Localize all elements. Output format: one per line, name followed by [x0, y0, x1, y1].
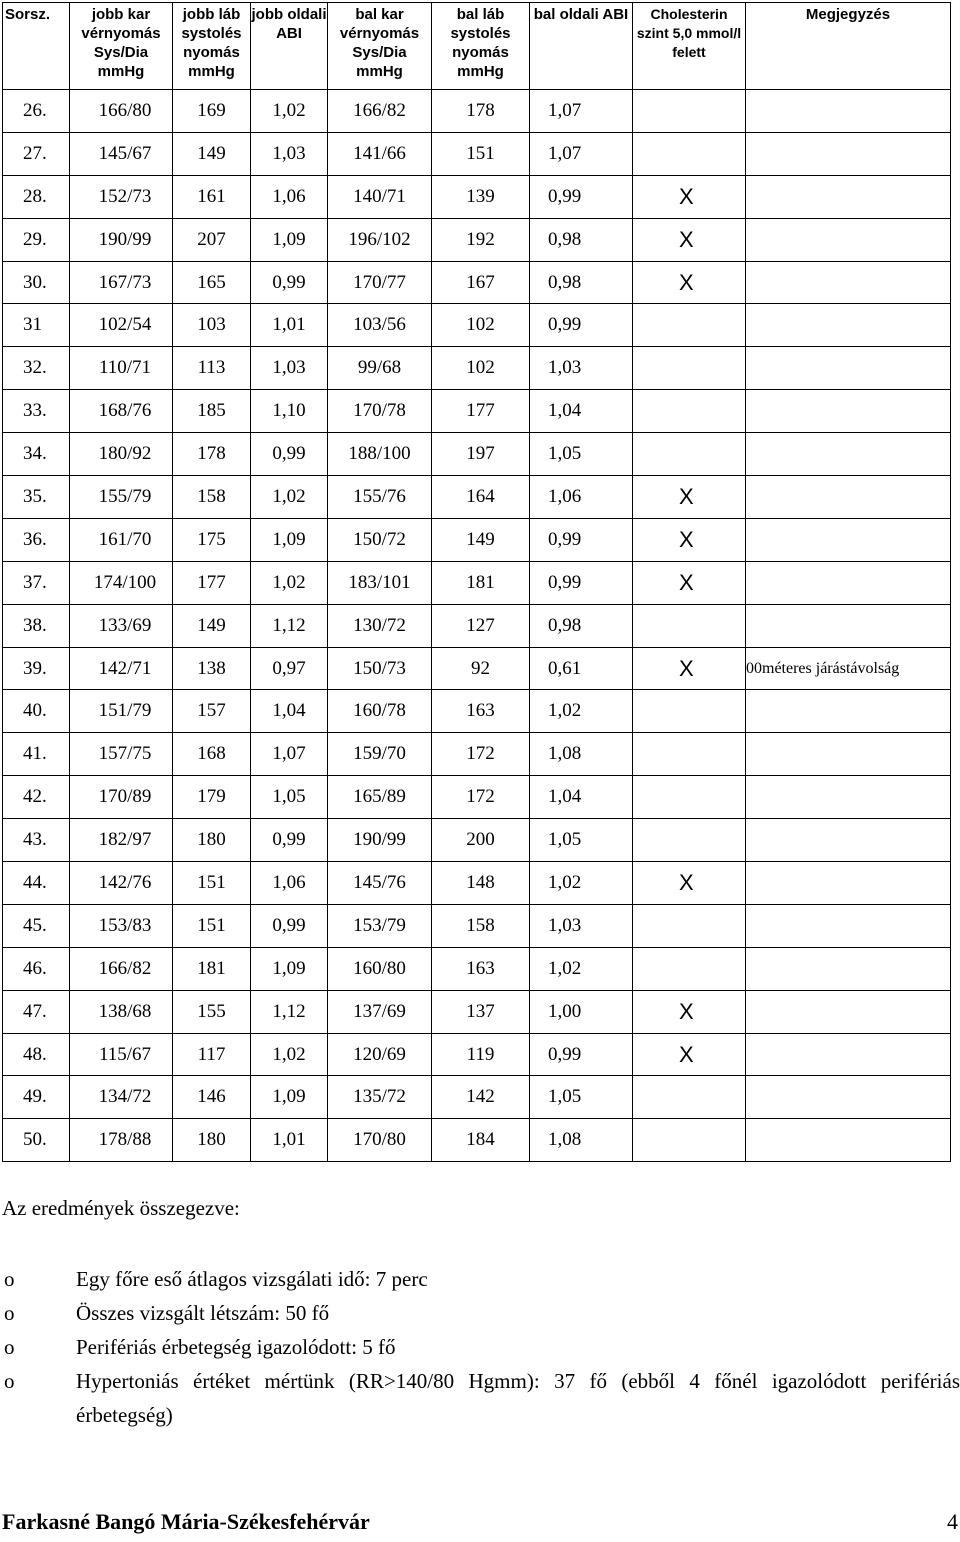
cell-notes: [746, 819, 951, 862]
cell-cholesterol-flag: X: [633, 561, 746, 604]
bullet-marker: o: [4, 1369, 15, 1393]
cell-right-abi: 1,03: [251, 347, 328, 390]
cell-right-arm-bp: 134/72: [70, 1076, 173, 1119]
cell-right-arm-bp: 145/67: [70, 132, 173, 175]
cell-left-leg-pressure: 151: [432, 132, 530, 175]
cell-left-arm-bp: 170/78: [328, 390, 432, 433]
cell-left-arm-bp: 135/72: [328, 1076, 432, 1119]
table-body: [3, 90, 951, 1162]
cell-notes: [746, 733, 951, 776]
cell-cholesterol-flag: [633, 347, 746, 390]
cell-right-abi: 1,02: [251, 90, 328, 133]
cell-right-leg-pressure: 157: [173, 690, 251, 733]
cell-left-arm-bp: 159/70: [328, 733, 432, 776]
table-row: [3, 690, 951, 733]
cell-right-abi: 0,99: [251, 904, 328, 947]
table-row: [3, 733, 951, 776]
cell-cholesterol-flag: [633, 433, 746, 476]
cell-right-leg-pressure: 175: [173, 518, 251, 561]
header-cholesterol: Cholesterin szint 5,0 mmol/l felett: [633, 3, 746, 90]
cell-right-arm-bp: 102/54: [70, 304, 173, 347]
cell-right-leg-pressure: 180: [173, 1119, 251, 1162]
table-row: [3, 647, 951, 690]
footer-author: Farkasné Bangó Mária-Székesfehérvár: [2, 1509, 370, 1534]
cell-left-arm-bp: 140/71: [328, 175, 432, 218]
cell-cholesterol-flag: [633, 390, 746, 433]
page-number: 4: [947, 1509, 958, 1534]
cell-left-abi: 0,98: [530, 218, 633, 261]
cell-right-leg-pressure: 138: [173, 647, 251, 690]
cell-right-leg-pressure: 149: [173, 604, 251, 647]
cell-left-leg-pressure: 149: [432, 518, 530, 561]
table-row: [3, 1119, 951, 1162]
cell-notes: [746, 862, 951, 905]
header-right-abi: jobb oldali ABI: [251, 3, 328, 90]
cell-notes: [746, 1033, 951, 1076]
cell-left-leg-pressure: 142: [432, 1076, 530, 1119]
cell-left-arm-bp: 170/80: [328, 1119, 432, 1162]
cell-cholesterol-flag: X: [633, 476, 746, 519]
cell-right-abi: 1,07: [251, 733, 328, 776]
cell-right-abi: 1,01: [251, 304, 328, 347]
cell-left-arm-bp: 170/77: [328, 261, 432, 304]
cell-left-leg-pressure: 200: [432, 819, 530, 862]
cell-right-abi: 1,04: [251, 690, 328, 733]
cell-left-leg-pressure: 178: [432, 90, 530, 133]
cell-left-arm-bp: 141/66: [328, 132, 432, 175]
table-row: [3, 175, 951, 218]
cell-sorsz: 44.: [3, 862, 70, 905]
summary-item: [0, 1262, 960, 1296]
cell-left-arm-bp: 103/56: [328, 304, 432, 347]
cell-left-abi: 0,61: [530, 647, 633, 690]
cell-right-leg-pressure: 117: [173, 1033, 251, 1076]
cell-sorsz: 32.: [3, 347, 70, 390]
cell-left-abi: 1,04: [530, 390, 633, 433]
cell-left-arm-bp: 165/89: [328, 776, 432, 819]
cell-right-arm-bp: 155/79: [70, 476, 173, 519]
cell-left-arm-bp: 160/78: [328, 690, 432, 733]
cell-left-leg-pressure: 167: [432, 261, 530, 304]
cell-sorsz: 49.: [3, 1076, 70, 1119]
cell-left-abi: 1,04: [530, 776, 633, 819]
cell-right-leg-pressure: 178: [173, 433, 251, 476]
cell-left-leg-pressure: 148: [432, 862, 530, 905]
cell-notes: [746, 433, 951, 476]
cell-right-arm-bp: 153/83: [70, 904, 173, 947]
cell-sorsz: 45.: [3, 904, 70, 947]
cell-right-arm-bp: 166/80: [70, 90, 173, 133]
bullet-marker: o: [4, 1267, 15, 1291]
cell-right-arm-bp: 168/76: [70, 390, 173, 433]
table-row: [3, 132, 951, 175]
cell-right-leg-pressure: 151: [173, 862, 251, 905]
cell-cholesterol-flag: [633, 604, 746, 647]
summary-item: [0, 1330, 960, 1364]
table-row: [3, 561, 951, 604]
cell-right-leg-pressure: 161: [173, 175, 251, 218]
cell-sorsz: 26.: [3, 90, 70, 133]
cell-right-arm-bp: 142/76: [70, 862, 173, 905]
cell-cholesterol-flag: [633, 304, 746, 347]
header-right-arm-bp: jobb kar vérnyomás Sys/Dia mmHg: [70, 3, 173, 90]
cell-cholesterol-flag: X: [633, 518, 746, 561]
cell-right-arm-bp: 157/75: [70, 733, 173, 776]
cell-left-abi: 1,05: [530, 433, 633, 476]
cell-sorsz: 36.: [3, 518, 70, 561]
cell-left-leg-pressure: 139: [432, 175, 530, 218]
cell-left-leg-pressure: 192: [432, 218, 530, 261]
cell-left-abi: 1,07: [530, 90, 633, 133]
cell-left-abi: 1,03: [530, 904, 633, 947]
cell-sorsz: 40.: [3, 690, 70, 733]
cell-notes: [746, 518, 951, 561]
table-row: [3, 433, 951, 476]
cell-right-arm-bp: 190/99: [70, 218, 173, 261]
cell-right-abi: 1,06: [251, 175, 328, 218]
cell-left-leg-pressure: 127: [432, 604, 530, 647]
cell-notes: [746, 476, 951, 519]
cell-right-abi: 1,02: [251, 476, 328, 519]
cell-right-leg-pressure: 165: [173, 261, 251, 304]
cell-sorsz: 41.: [3, 733, 70, 776]
cell-cholesterol-flag: [633, 1119, 746, 1162]
cell-left-abi: 1,08: [530, 733, 633, 776]
table-row: [3, 218, 951, 261]
cell-cholesterol-flag: [633, 132, 746, 175]
cell-cholesterol-flag: X: [633, 261, 746, 304]
summary-item: [0, 1296, 960, 1330]
header-notes: Megjegyzés: [746, 3, 951, 90]
cell-left-abi: 1,00: [530, 990, 633, 1033]
cell-right-abi: 0,99: [251, 261, 328, 304]
cell-right-abi: 1,02: [251, 561, 328, 604]
bullet-marker: o: [4, 1335, 15, 1359]
cell-right-arm-bp: 170/89: [70, 776, 173, 819]
cell-notes: [746, 347, 951, 390]
summary-title: Az eredmények összegezve:: [2, 1196, 240, 1220]
cell-cholesterol-flag: [633, 690, 746, 733]
cell-right-leg-pressure: 207: [173, 218, 251, 261]
cell-left-leg-pressure: 119: [432, 1033, 530, 1076]
cell-right-arm-bp: 133/69: [70, 604, 173, 647]
cell-left-arm-bp: 166/82: [328, 90, 432, 133]
cell-right-arm-bp: 152/73: [70, 175, 173, 218]
cell-left-arm-bp: 145/76: [328, 862, 432, 905]
cell-sorsz: 42.: [3, 776, 70, 819]
cell-right-leg-pressure: 179: [173, 776, 251, 819]
cell-left-leg-pressure: 164: [432, 476, 530, 519]
cell-right-leg-pressure: 177: [173, 561, 251, 604]
cell-left-abi: 0,99: [530, 304, 633, 347]
cell-right-abi: 1,09: [251, 1076, 328, 1119]
cell-right-arm-bp: 178/88: [70, 1119, 173, 1162]
cell-right-leg-pressure: 158: [173, 476, 251, 519]
cell-right-abi: 1,06: [251, 862, 328, 905]
cell-sorsz: 34.: [3, 433, 70, 476]
cell-notes: [746, 604, 951, 647]
cell-notes: [746, 1119, 951, 1162]
cell-sorsz: 31: [3, 304, 70, 347]
table-row: [3, 1033, 951, 1076]
cell-left-leg-pressure: 137: [432, 990, 530, 1033]
cell-cholesterol-flag: X: [633, 990, 746, 1033]
cell-right-abi: 1,12: [251, 990, 328, 1033]
cell-left-abi: 0,99: [530, 518, 633, 561]
summary-item: [0, 1364, 960, 1432]
cell-right-leg-pressure: 103: [173, 304, 251, 347]
cell-left-leg-pressure: 102: [432, 347, 530, 390]
cell-sorsz: 47.: [3, 990, 70, 1033]
cell-right-arm-bp: 167/73: [70, 261, 173, 304]
cell-right-leg-pressure: 146: [173, 1076, 251, 1119]
cell-left-arm-bp: 99/68: [328, 347, 432, 390]
cell-cholesterol-flag: X: [633, 175, 746, 218]
cell-right-arm-bp: 161/70: [70, 518, 173, 561]
cell-sorsz: 43.: [3, 819, 70, 862]
cell-left-abi: 1,02: [530, 862, 633, 905]
cell-right-arm-bp: 182/97: [70, 819, 173, 862]
cell-right-arm-bp: 180/92: [70, 433, 173, 476]
cell-sorsz: 30.: [3, 261, 70, 304]
cell-left-leg-pressure: 92: [432, 647, 530, 690]
cell-sorsz: 27.: [3, 132, 70, 175]
table-row: [3, 862, 951, 905]
cell-notes: [746, 390, 951, 433]
cell-left-abi: 1,05: [530, 819, 633, 862]
cell-notes: [746, 261, 951, 304]
cell-right-arm-bp: 174/100: [70, 561, 173, 604]
cell-cholesterol-flag: X: [633, 862, 746, 905]
table-row: [3, 304, 951, 347]
cell-notes: [746, 904, 951, 947]
table-row: [3, 604, 951, 647]
cell-notes: [746, 304, 951, 347]
cell-sorsz: 38.: [3, 604, 70, 647]
summary-list: [0, 1262, 960, 1432]
table-row: [3, 904, 951, 947]
cell-right-leg-pressure: 155: [173, 990, 251, 1033]
summary-item-text: Egy főre eső átlagos vizsgálati idő: 7 perc: [76, 1267, 428, 1291]
cell-right-abi: 1,03: [251, 132, 328, 175]
cell-right-arm-bp: 115/67: [70, 1033, 173, 1076]
cell-left-arm-bp: 153/79: [328, 904, 432, 947]
cell-cholesterol-flag: X: [633, 218, 746, 261]
cell-right-abi: 1,12: [251, 604, 328, 647]
cell-right-leg-pressure: 151: [173, 904, 251, 947]
cell-right-leg-pressure: 185: [173, 390, 251, 433]
cell-left-abi: 1,03: [530, 347, 633, 390]
cell-left-leg-pressure: 158: [432, 904, 530, 947]
cell-right-leg-pressure: 113: [173, 347, 251, 390]
cell-notes: [746, 561, 951, 604]
cell-notes: 00méteres járástávolság: [746, 647, 951, 690]
cell-notes: [746, 1076, 951, 1119]
cell-sorsz: 35.: [3, 476, 70, 519]
cell-right-leg-pressure: 149: [173, 132, 251, 175]
table-header-row: [3, 3, 951, 90]
cell-right-leg-pressure: 180: [173, 819, 251, 862]
cell-sorsz: 46.: [3, 947, 70, 990]
cell-right-abi: 0,99: [251, 433, 328, 476]
cell-notes: [746, 690, 951, 733]
cell-right-abi: 1,09: [251, 518, 328, 561]
cell-left-abi: 0,99: [530, 175, 633, 218]
summary-item-text: Perifériás érbetegség igazolódott: 5 fő: [76, 1335, 396, 1359]
cell-left-arm-bp: 155/76: [328, 476, 432, 519]
cell-right-leg-pressure: 169: [173, 90, 251, 133]
page-footer: [0, 1509, 960, 1541]
cell-left-arm-bp: 188/100: [328, 433, 432, 476]
cell-sorsz: 50.: [3, 1119, 70, 1162]
bullet-marker: o: [4, 1301, 15, 1325]
cell-right-leg-pressure: 168: [173, 733, 251, 776]
summary-item-text: Hypertoniás értéket mértünk (RR>140/80 Hgmm): 37 fő (ebből 4 főnél igazolódott perifériás érbetegség): [76, 1369, 960, 1427]
header-left-abi: bal oldali ABI: [530, 3, 633, 90]
cell-sorsz: 29.: [3, 218, 70, 261]
table-row: [3, 990, 951, 1033]
cell-sorsz: 39.: [3, 647, 70, 690]
cell-left-leg-pressure: 172: [432, 733, 530, 776]
cell-sorsz: 48.: [3, 1033, 70, 1076]
cell-cholesterol-flag: X: [633, 647, 746, 690]
cell-left-arm-bp: 120/69: [328, 1033, 432, 1076]
cell-left-leg-pressure: 163: [432, 947, 530, 990]
cell-right-abi: 1,10: [251, 390, 328, 433]
cell-right-arm-bp: 151/79: [70, 690, 173, 733]
cell-left-abi: 1,02: [530, 690, 633, 733]
cell-left-abi: 1,02: [530, 947, 633, 990]
cell-right-arm-bp: 138/68: [70, 990, 173, 1033]
table-row: [3, 518, 951, 561]
cell-left-leg-pressure: 184: [432, 1119, 530, 1162]
header-right-leg-pressure: jobb láb systolés nyomás mmHg: [173, 3, 251, 90]
cell-left-abi: 0,99: [530, 561, 633, 604]
cell-left-leg-pressure: 181: [432, 561, 530, 604]
cell-cholesterol-flag: [633, 947, 746, 990]
cell-notes: [746, 776, 951, 819]
cell-cholesterol-flag: [633, 90, 746, 133]
cell-left-arm-bp: 137/69: [328, 990, 432, 1033]
table-row: [3, 947, 951, 990]
cell-cholesterol-flag: [633, 819, 746, 862]
cell-right-abi: 1,09: [251, 218, 328, 261]
cell-cholesterol-flag: [633, 776, 746, 819]
results-table: [2, 2, 951, 1162]
cell-left-leg-pressure: 197: [432, 433, 530, 476]
cell-left-arm-bp: 130/72: [328, 604, 432, 647]
table-row: [3, 390, 951, 433]
cell-right-abi: 1,05: [251, 776, 328, 819]
table-row: [3, 347, 951, 390]
cell-right-abi: 0,97: [251, 647, 328, 690]
header-left-arm-bp: bal kar vérnyomás Sys/Dia mmHg: [328, 3, 432, 90]
cell-sorsz: 33.: [3, 390, 70, 433]
cell-left-arm-bp: 196/102: [328, 218, 432, 261]
cell-cholesterol-flag: [633, 1076, 746, 1119]
cell-notes: [746, 990, 951, 1033]
cell-right-abi: 1,09: [251, 947, 328, 990]
summary-item-text: Összes vizsgált létszám: 50 fő: [76, 1301, 330, 1325]
cell-left-abi: 1,05: [530, 1076, 633, 1119]
cell-notes: [746, 175, 951, 218]
header-left-leg-pressure: bal láb systolés nyomás mmHg: [432, 3, 530, 90]
cell-left-abi: 1,07: [530, 132, 633, 175]
cell-notes: [746, 218, 951, 261]
table-row: [3, 261, 951, 304]
cell-notes: [746, 947, 951, 990]
table-row: [3, 1076, 951, 1119]
cell-cholesterol-flag: [633, 904, 746, 947]
cell-sorsz: 37.: [3, 561, 70, 604]
table-row: [3, 90, 951, 133]
cell-left-arm-bp: 150/72: [328, 518, 432, 561]
cell-left-leg-pressure: 177: [432, 390, 530, 433]
cell-right-abi: 1,02: [251, 1033, 328, 1076]
cell-notes: [746, 90, 951, 133]
cell-left-arm-bp: 150/73: [328, 647, 432, 690]
cell-left-arm-bp: 183/101: [328, 561, 432, 604]
cell-left-abi: 0,98: [530, 261, 633, 304]
cell-sorsz: 28.: [3, 175, 70, 218]
cell-right-arm-bp: 166/82: [70, 947, 173, 990]
table-row: [3, 819, 951, 862]
cell-left-leg-pressure: 163: [432, 690, 530, 733]
table-row: [3, 476, 951, 519]
cell-left-arm-bp: 160/80: [328, 947, 432, 990]
cell-left-leg-pressure: 102: [432, 304, 530, 347]
header-sorsz: Sorsz.: [3, 3, 70, 90]
cell-cholesterol-flag: X: [633, 1033, 746, 1076]
cell-right-abi: 0,99: [251, 819, 328, 862]
cell-right-leg-pressure: 181: [173, 947, 251, 990]
cell-cholesterol-flag: [633, 733, 746, 776]
cell-left-arm-bp: 190/99: [328, 819, 432, 862]
cell-right-arm-bp: 142/71: [70, 647, 173, 690]
cell-left-leg-pressure: 172: [432, 776, 530, 819]
cell-left-abi: 0,99: [530, 1033, 633, 1076]
cell-left-abi: 0,98: [530, 604, 633, 647]
cell-notes: [746, 132, 951, 175]
table-row: [3, 776, 951, 819]
cell-left-abi: 1,06: [530, 476, 633, 519]
cell-right-abi: 1,01: [251, 1119, 328, 1162]
cell-left-abi: 1,08: [530, 1119, 633, 1162]
cell-right-arm-bp: 110/71: [70, 347, 173, 390]
